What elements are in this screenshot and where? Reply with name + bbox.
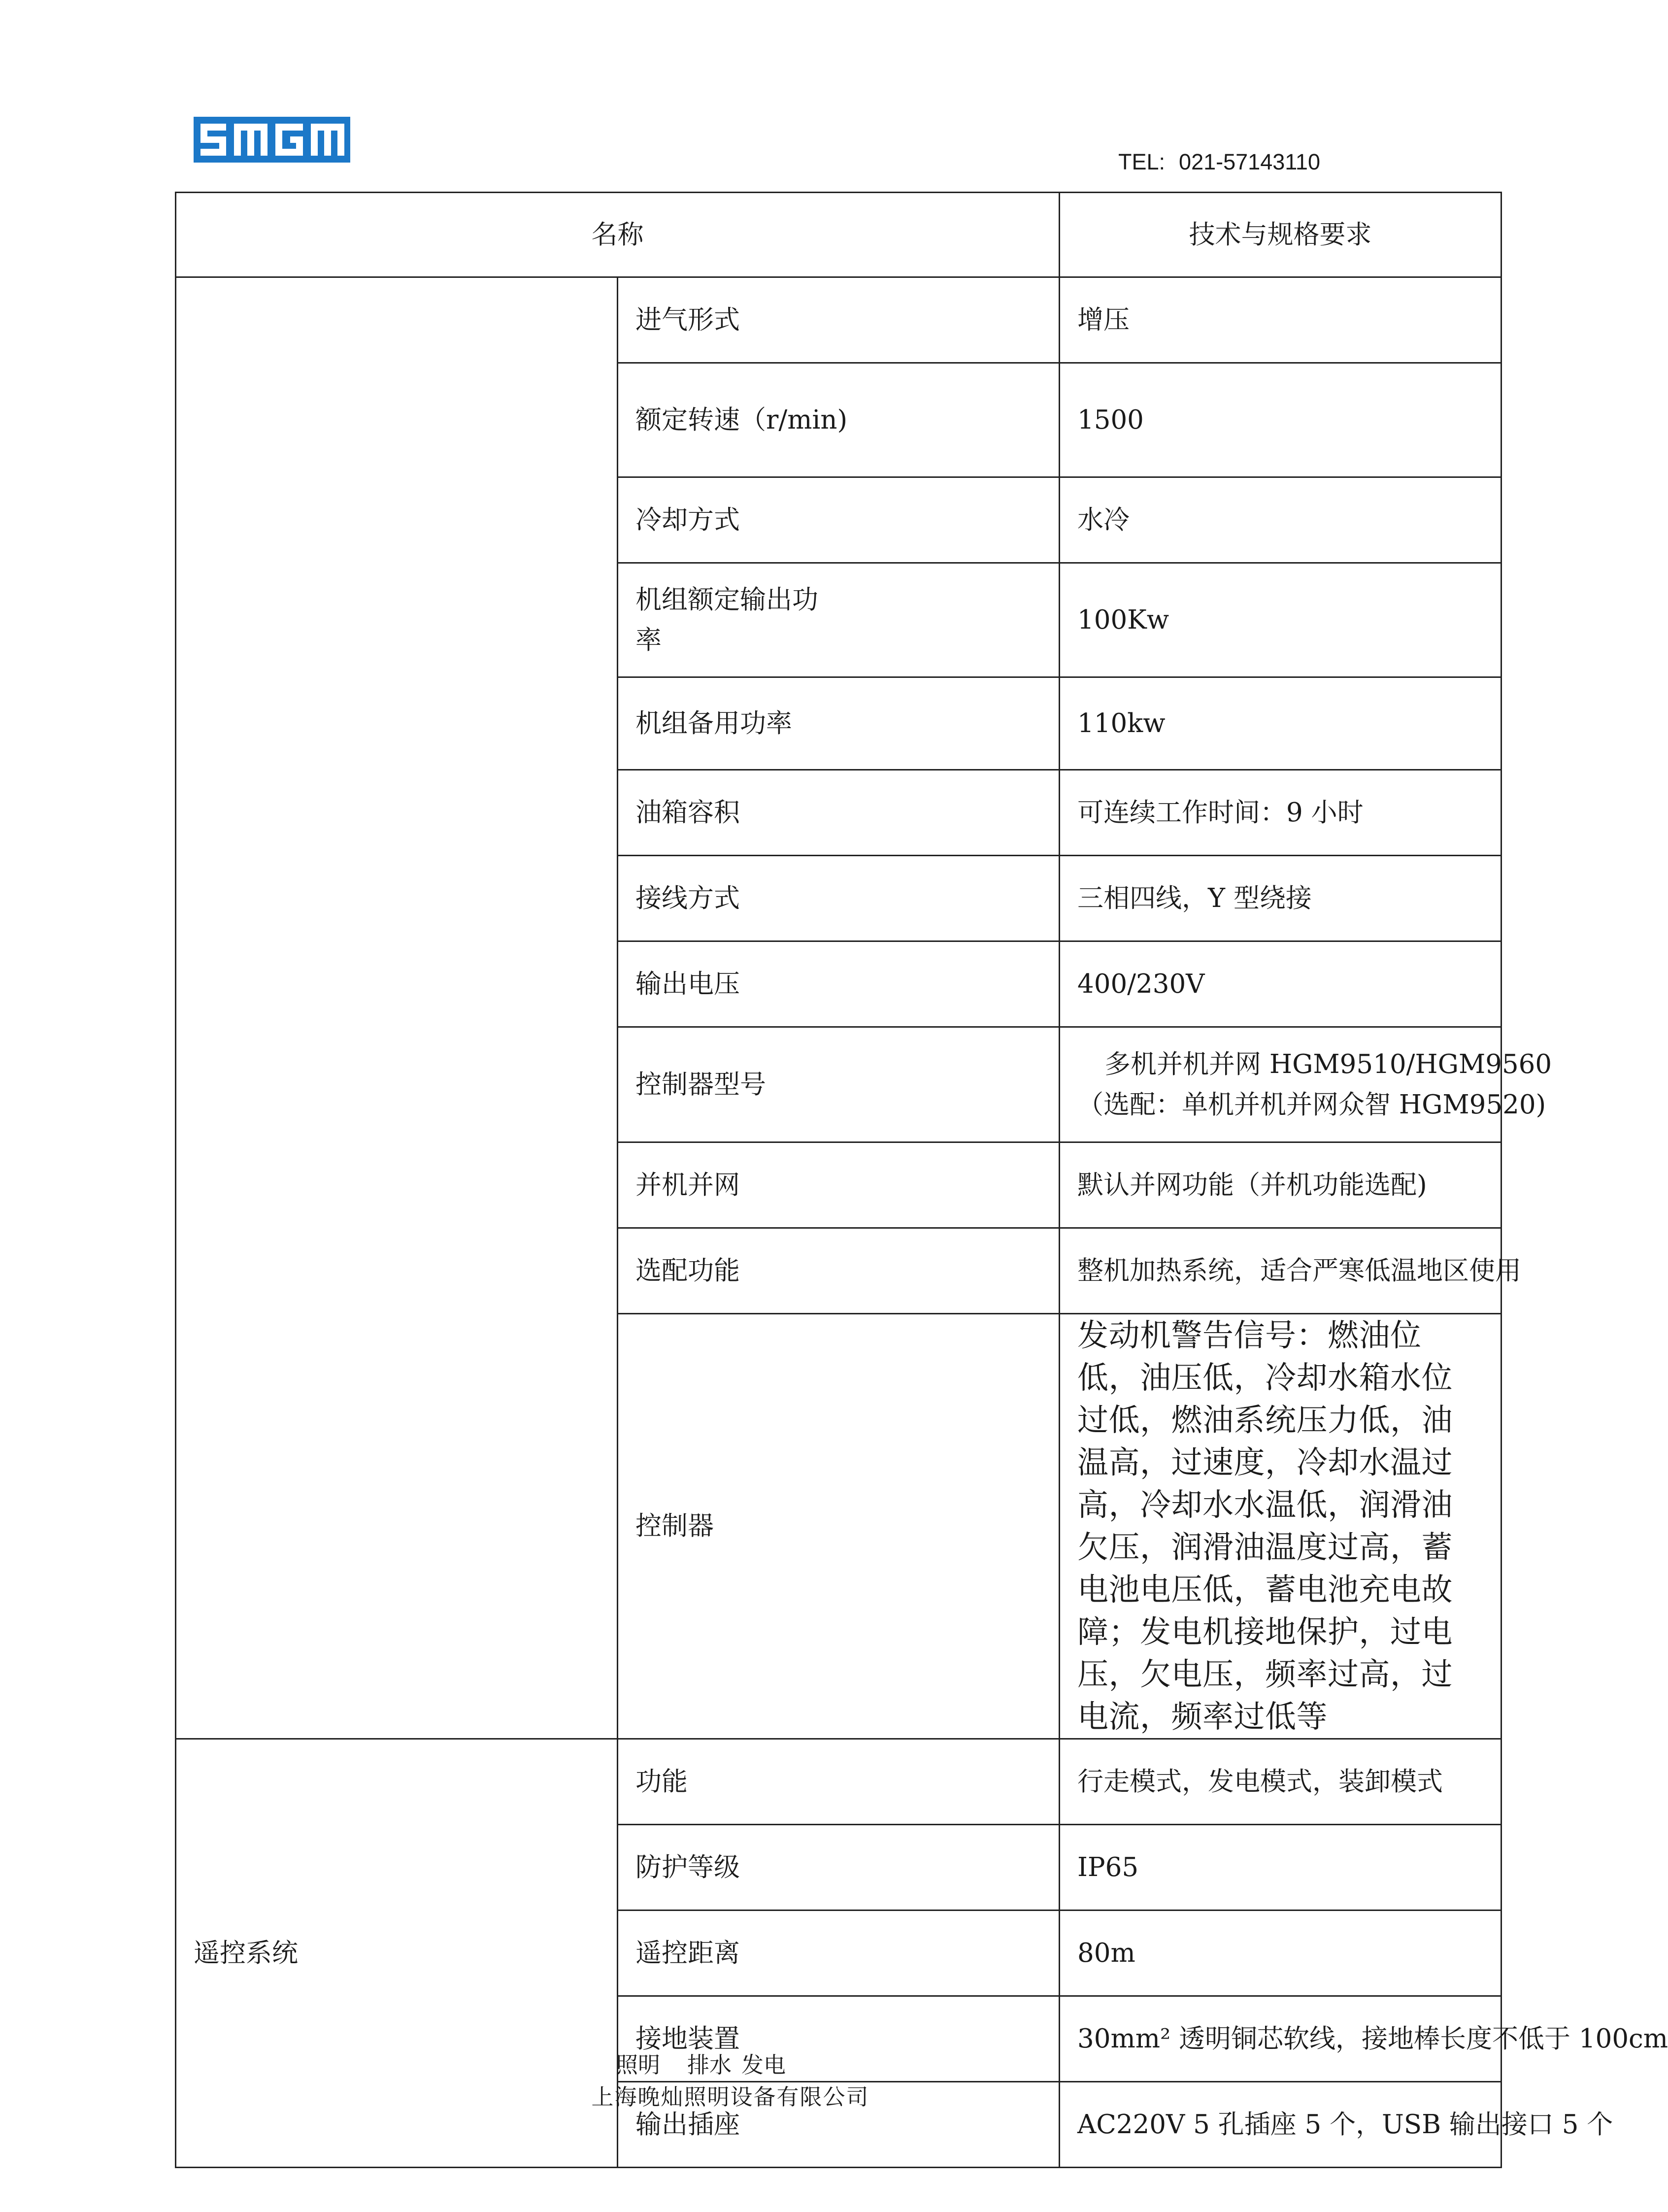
row-name: 冷却方式 [618, 477, 1060, 563]
table-header-row [176, 193, 1501, 277]
row-name: 遥控距离 [618, 1910, 1060, 1996]
controller-warnings: 发动机警告信号：燃油位低，油压低，冷却水箱水位过低，燃油系统压力低，油温高，过速度，冷却水温过高，冷却水水温低，润滑油欠压，润滑油温度过高，蓄电池电压低，蓄电池充电故障；发电机接地保护，过电压，欠电压，频率过高，过电流，频率过低等 [1077, 1317, 1453, 1735]
header-spec: 技术与规格要求 [1189, 219, 1372, 250]
row-value [1060, 1027, 1552, 1142]
tel-label: TEL: [1118, 149, 1166, 174]
table-row [176, 1739, 1501, 1825]
footer-services [0, 2047, 1564, 2079]
row-name: 功能 [618, 1739, 1060, 1825]
row-name: 油箱容积 [618, 770, 1060, 856]
row-value: 默认并网功能（并机功能选配) [1060, 1142, 1501, 1228]
controller-model-line2: （选配：单机并机并网众智 HGM9520) [1077, 1089, 1546, 1120]
row-name: 进气形式 [618, 277, 1060, 363]
group-remote-label: 遥控系统 [194, 1938, 298, 1968]
row-value: 增压 [1060, 277, 1501, 363]
row-value: 30mm² 透明铜芯软线，接地棒长度不低于 100cm [1060, 1996, 1501, 2082]
row-value: 80m [1060, 1910, 1501, 1996]
row-value [1060, 1314, 1501, 1739]
footer-company: 上海晚灿照明设备有限公司 [591, 2084, 869, 2110]
row-name: 输出插座 [618, 2082, 1060, 2168]
row-value: 110kw [1060, 677, 1501, 770]
row-name: 选配功能 [618, 1228, 1060, 1314]
tel-number: 021-57143110 [1179, 149, 1320, 174]
footer-drainage: 排水 [687, 2052, 732, 2078]
smgm-logo-mark [194, 117, 350, 163]
row-name: 机组额定输出功率 [618, 563, 1060, 677]
row-value: 100Kw [1060, 563, 1501, 677]
company-logo [194, 117, 350, 163]
row-name: 机组备用功率 [618, 677, 1060, 770]
row-value: 水冷 [1060, 477, 1501, 563]
header-name-cell [176, 193, 1060, 277]
row-name: 控制器型号 [618, 1027, 1060, 1142]
group-cell-empty [176, 277, 618, 1739]
row-name: 输出电压 [618, 941, 1060, 1027]
row-value: 可连续工作时间：9 小时 [1060, 770, 1501, 856]
row-value: 整机加热系统，适合严寒低温地区使用 [1060, 1228, 1501, 1314]
footer-power: 发电 [741, 2052, 786, 2078]
row-name: 额定转速（r/min) [618, 363, 1060, 477]
footer-lighting: 照明 [615, 2052, 660, 2078]
table-row [176, 277, 1501, 363]
telephone [1118, 149, 1320, 175]
header-name: 名称 [591, 219, 644, 250]
row-name: 防护等级 [618, 1825, 1060, 1910]
row-name: 并机并网 [618, 1142, 1060, 1228]
spec-table [175, 192, 1668, 2168]
row-value: IP65 [1060, 1825, 1501, 1910]
row-value: AC220V 5 孔插座 5 个，USB 输出接口 5 个 [1060, 2082, 1501, 2168]
row-value: 1500 [1060, 363, 1501, 477]
row-value: 三相四线，Y 型绕接 [1060, 856, 1501, 941]
row-value: 400/230V [1060, 941, 1501, 1027]
controller-model-line1: 多机并机并网 HGM9510/HGM9560 [1104, 1049, 1552, 1079]
row-name: 接地装置 [618, 1996, 1060, 2082]
header-spec-cell [1060, 193, 1501, 277]
row-value: 行走模式，发电模式，装卸模式 [1060, 1739, 1501, 1825]
row-name: 控制器 [618, 1314, 1060, 1739]
row-name: 接线方式 [618, 856, 1060, 941]
